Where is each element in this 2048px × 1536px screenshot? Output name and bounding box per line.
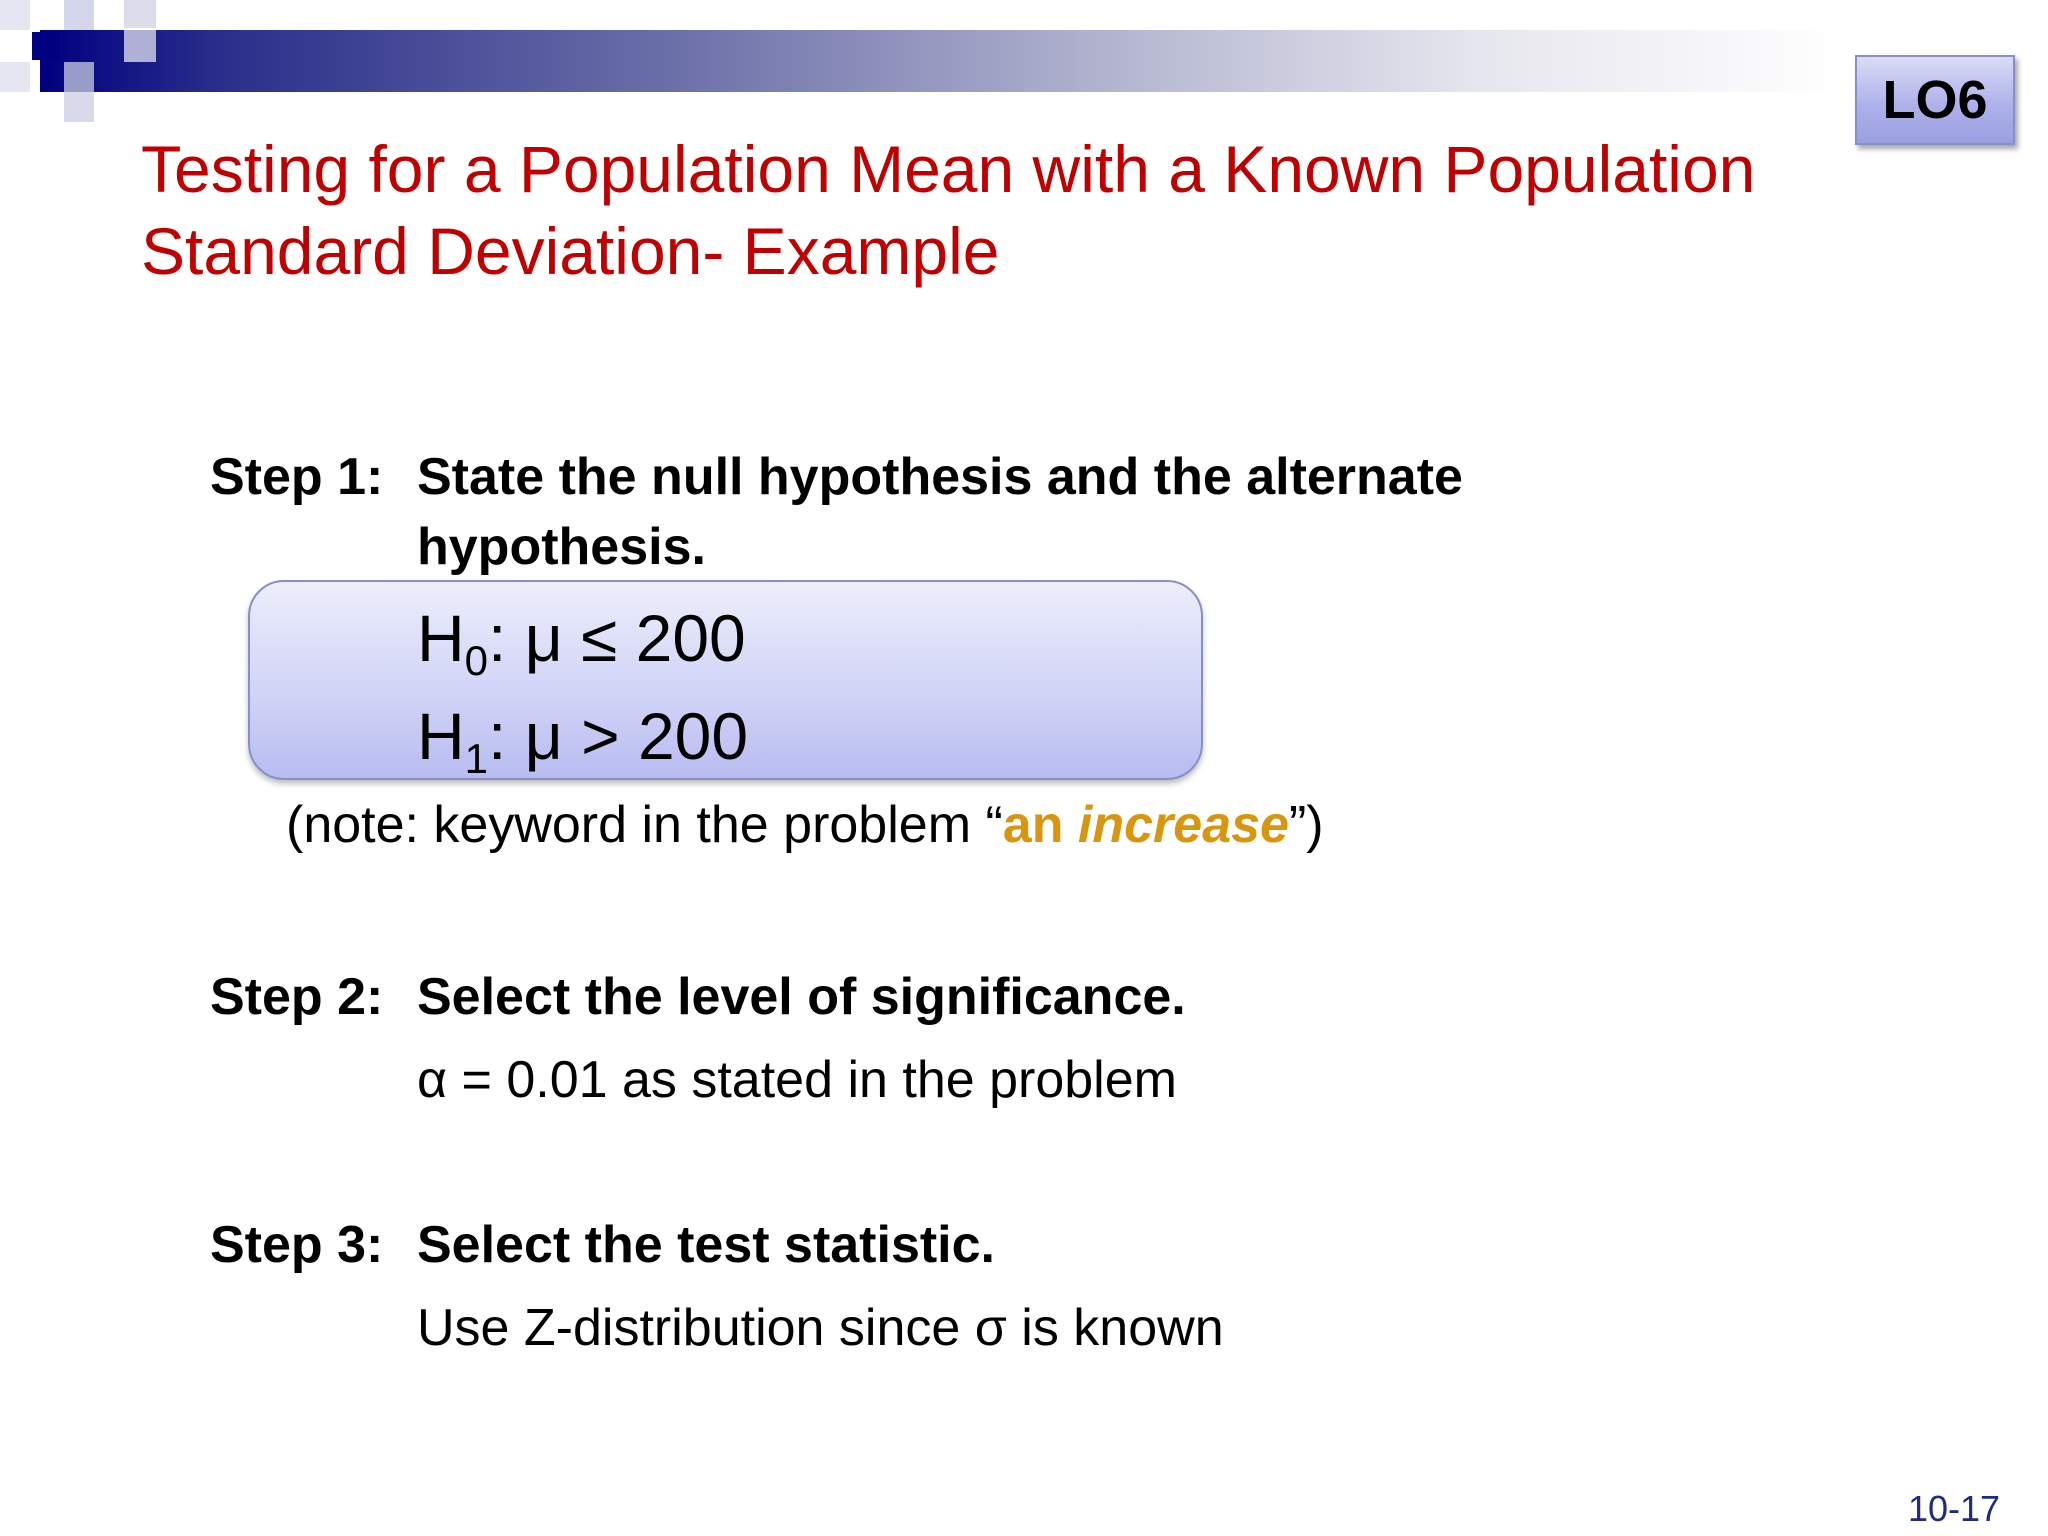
header-gradient-bar [40,30,1840,92]
null-hypothesis-statement: : μ ≤ 200 [488,601,746,675]
null-hypothesis-subscript: 0 [464,637,489,684]
keyword-note [286,790,1324,860]
alternate-hypothesis-subscript: 1 [464,735,489,782]
alternate-hypothesis-statement: : μ > 200 [488,699,749,773]
header-square-light [0,0,30,30]
alternate-hypothesis-symbol: H [417,699,465,773]
header-square-light [64,92,94,122]
step-3-number: Step 3: [210,1216,384,1274]
header-square-dark [32,32,60,60]
header-square-light [0,62,30,92]
alternate-hypothesis [417,696,748,799]
learning-objective-badge: LO6 [1855,55,2015,145]
step-3-heading-text: Select the test statistic. [417,1216,995,1274]
header-square-light [124,0,156,28]
step-2-heading [210,962,1186,1032]
page-number: 10-17 [1908,1488,2001,1529]
step-2-number: Step 2: [210,968,384,1026]
null-hypothesis-symbol: H [417,601,465,675]
note-keyword: an [1002,796,1078,854]
header-square-light [64,0,94,30]
null-hypothesis [417,598,746,701]
slide-title: Testing for a Population Mean with a Known Population Standard Deviation- Example [141,132,1756,288]
header-square-mid [124,30,156,62]
step-1-heading [210,442,1463,512]
header-square-mid [64,62,94,92]
note-keyword-italic: increase [1077,796,1289,854]
step-3-detail: Use Z-distribution since σ is known [417,1299,1224,1357]
step-3-heading [210,1210,995,1280]
note-prefix: (note: keyword in the problem “ [286,796,1003,854]
step-1-heading-line2: hypothesis. [417,518,706,576]
step-1-heading-line1: State the null hypothesis and the alternate [417,448,1463,506]
step-2-heading-text: Select the level of significance. [417,968,1186,1026]
step-1-number: Step 1: [210,448,384,506]
step-2-detail: α = 0.01 as stated in the problem [417,1051,1177,1109]
note-suffix: ”) [1288,796,1324,854]
